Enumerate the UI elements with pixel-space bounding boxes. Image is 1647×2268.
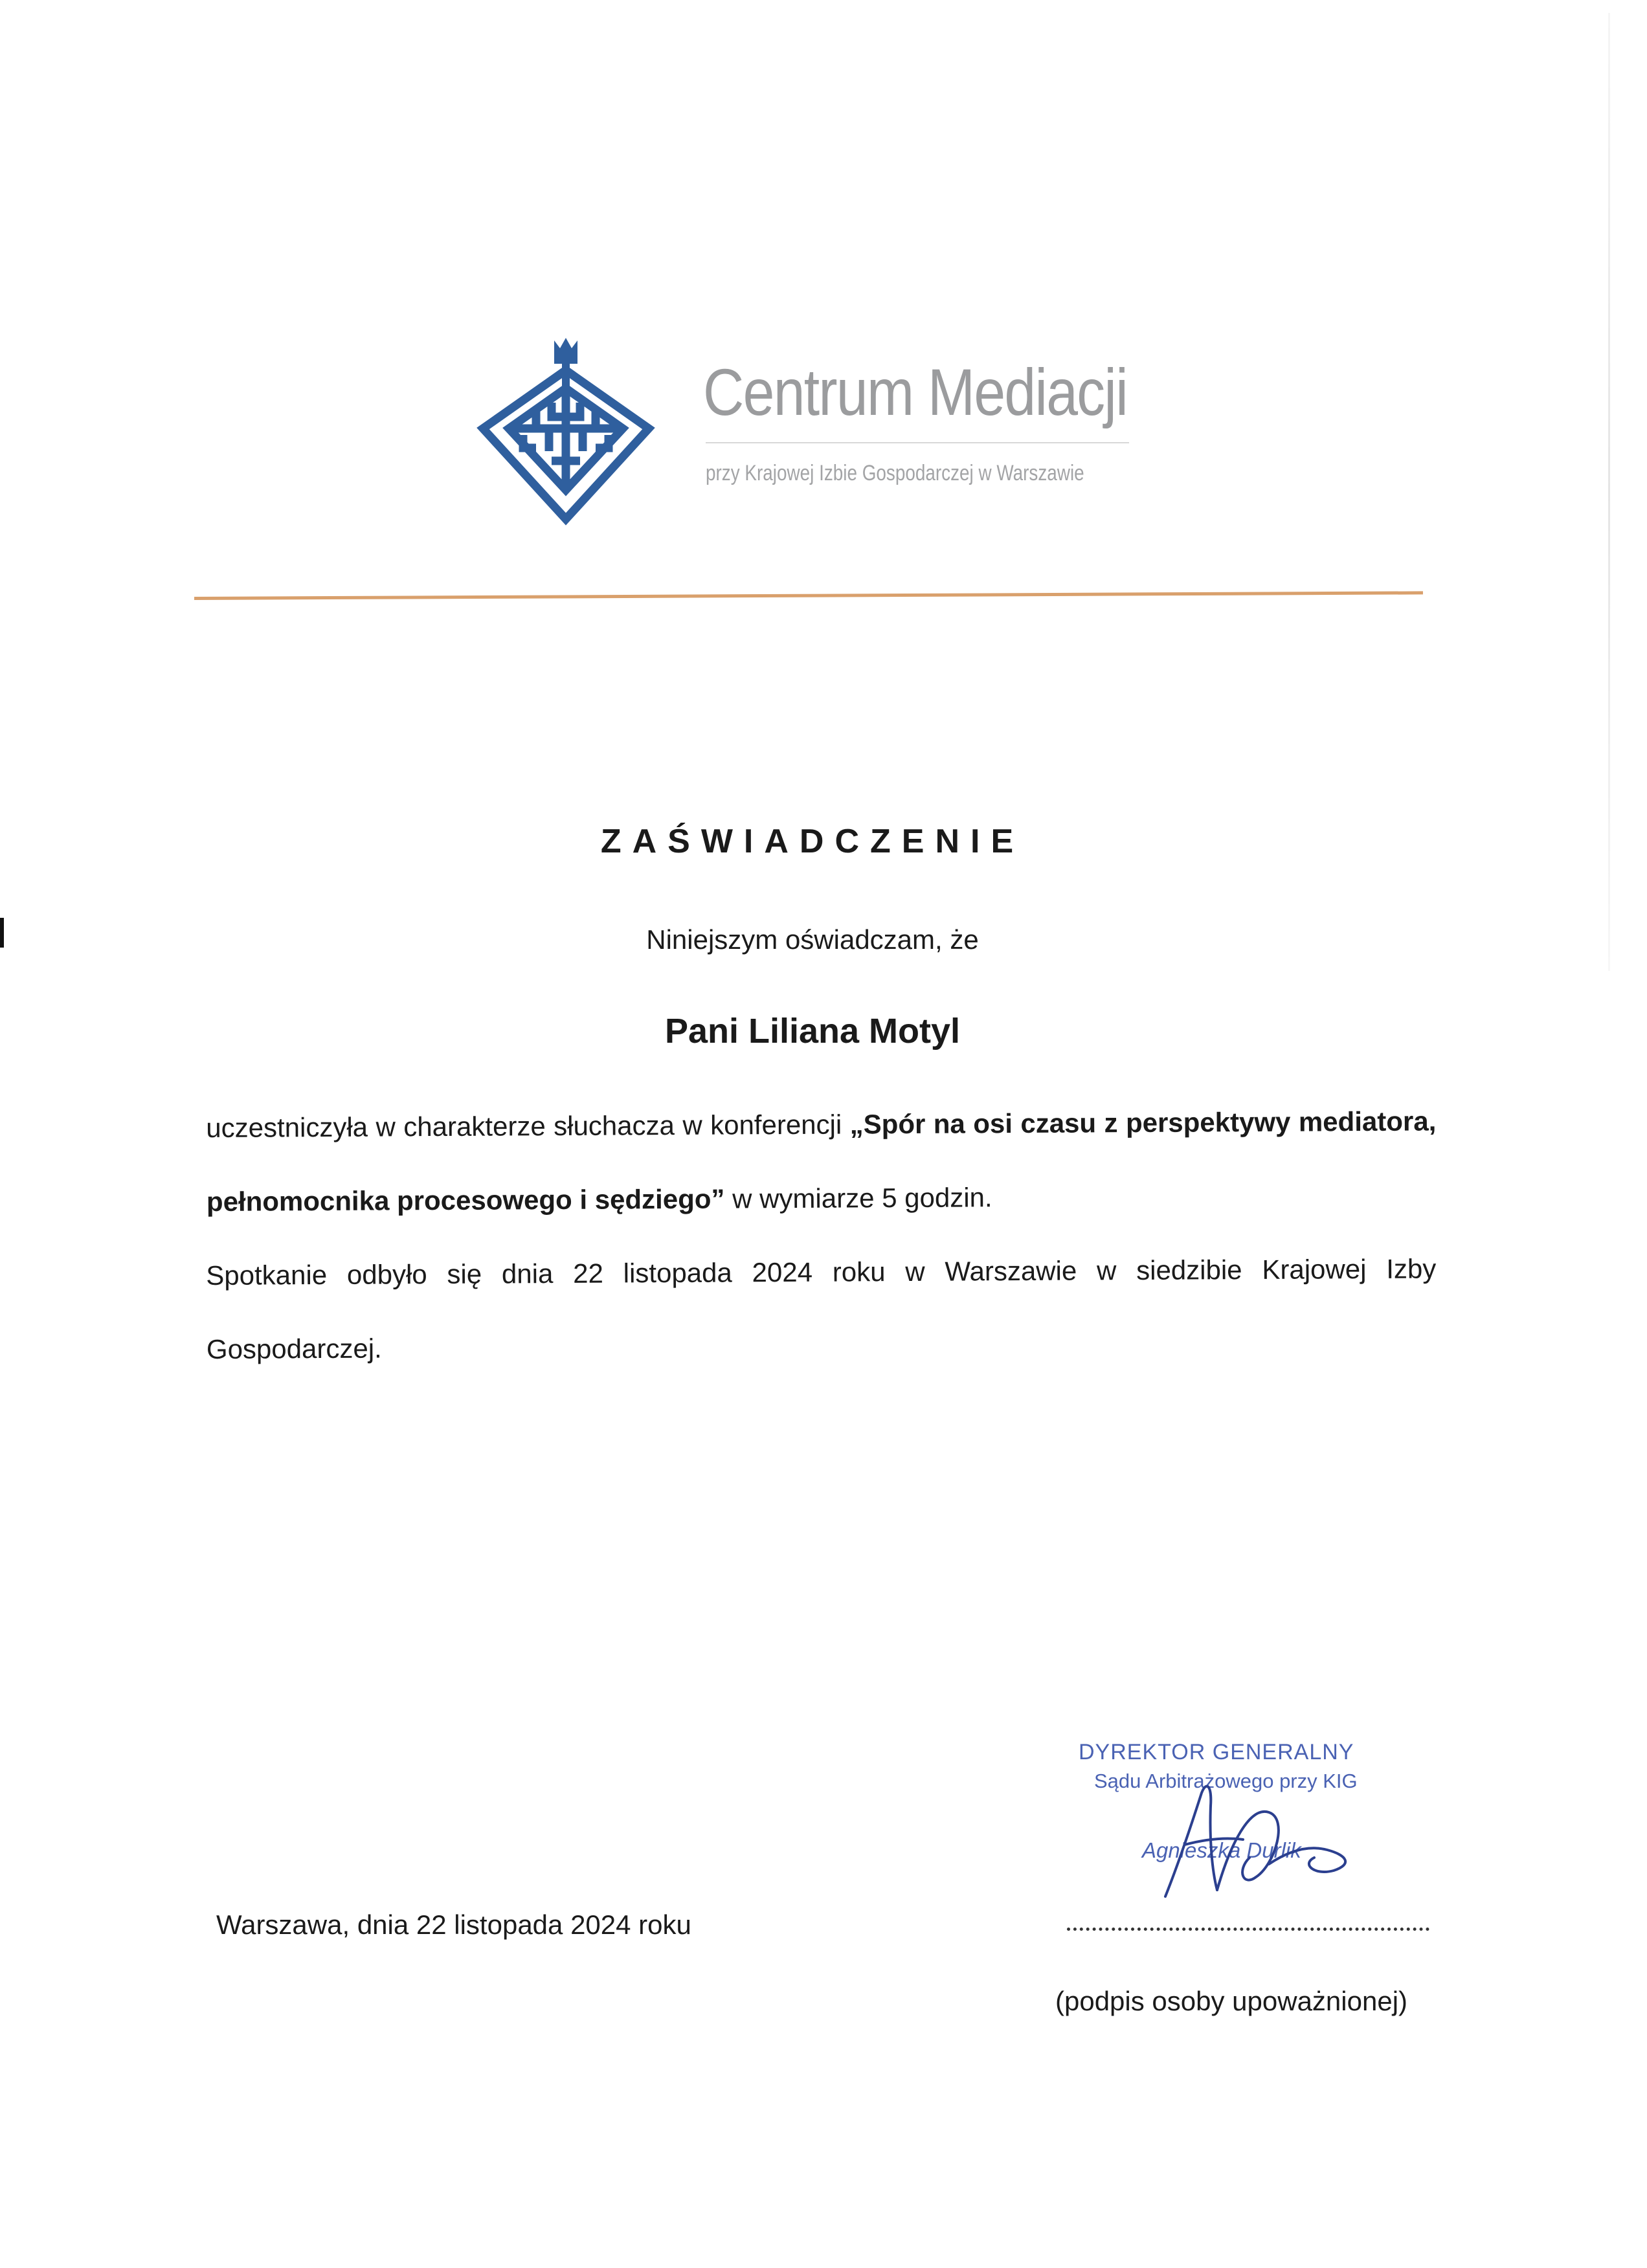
paragraph-tail: w wymiarze 5 godzin.: [724, 1182, 992, 1214]
brand-title: Centrum Mediacji: [703, 355, 1127, 429]
handwritten-signature-icon: [1139, 1767, 1385, 1903]
participation-paragraph: [206, 1084, 1437, 1239]
meeting-paragraph: Spotkanie odbyło się dnia 22 listopada 2024 roku w Warszawie w siedzibie Krajowej Izby Gospodarczej.: [206, 1253, 1437, 1364]
brand-divider: [706, 442, 1129, 443]
centrum-mediacji-emblem-icon: [471, 331, 660, 526]
stamp-institution: Sądu Arbitrażowego przy KIG: [1094, 1770, 1358, 1792]
paragraph-lead: uczestniczyła w charakterze słuchacza w konferencji: [206, 1109, 850, 1143]
header-rule: [194, 591, 1423, 600]
stamp-title: DYREKTOR GENERALNY: [1079, 1740, 1354, 1764]
signature-caption: (podpis osoby upoważnionej): [1055, 1986, 1408, 2016]
place-and-date: Warszawa, dnia 22 listopada 2024 roku: [216, 1909, 691, 1940]
conference-name: „Spór na osi czasu z perspektywy mediatora, pełnomocnika procesowego i sędziego”: [206, 1106, 1437, 1217]
signature-line: [1067, 1928, 1429, 1931]
document-title: ZAŚWIADCZENIE: [600, 823, 1025, 860]
stamp-name: Agnieszka Durlik: [1142, 1838, 1301, 1862]
brand-subtitle: przy Krajowej Izbie Gospodarczej w Warszawie: [706, 461, 1084, 485]
recipient-name: Pani Liliana Motyl: [664, 1012, 961, 1051]
intro-text: Niniejszym oświadczam, że: [646, 924, 979, 955]
